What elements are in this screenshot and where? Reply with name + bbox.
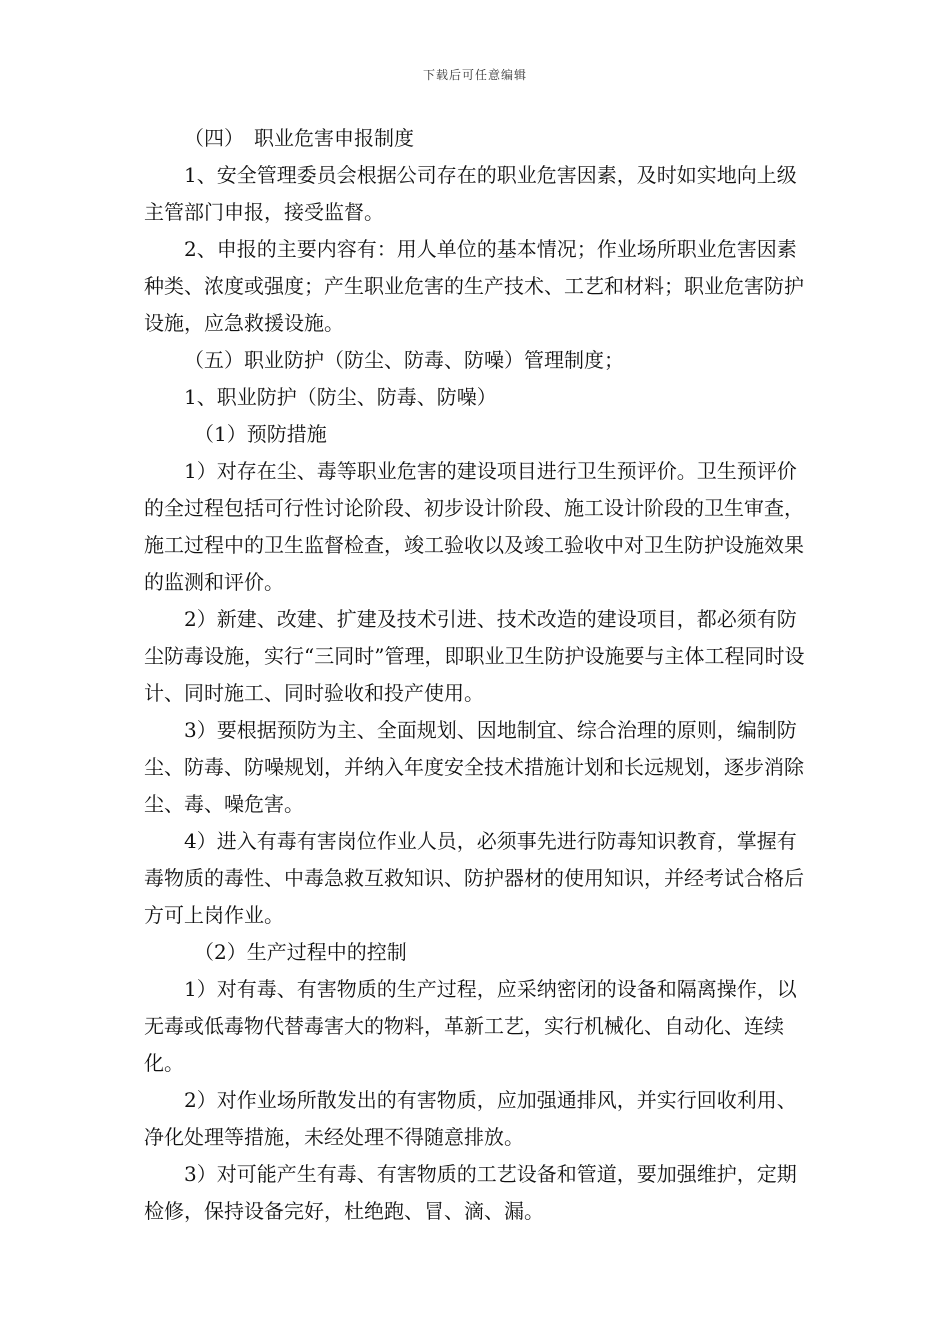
subsection-heading: （1）预防措施 xyxy=(194,422,327,446)
paragraph: 2）新建、改建、扩建及技术引进、技术改造的建设项目，都必须有防尘防毒设施，实行“三同时”管理，即职业卫生防护设施要与主体工程同时设计、同时施工、同时验收和投产使用。 xyxy=(144,607,805,705)
section-heading-5: （五）职业防护（防尘、防毒、防噪）管理制度； xyxy=(184,348,624,372)
paragraph: 3）要根据预防为主、全面规划、因地制宜、综合治理的原则，编制防尘、防毒、防噪规划，并纳入年度安全技术措施计划和长远规划，逐步消除尘、毒、噪危害。 xyxy=(144,718,804,816)
section-heading-4: （四） 职业危害申报制度 xyxy=(184,126,414,150)
subsection-heading: （2）生产过程中的控制 xyxy=(194,940,407,964)
subsection-heading: 1、职业防护（防尘、防毒、防噪） xyxy=(184,385,497,409)
document-body xyxy=(144,120,808,1230)
paragraph: 1、安全管理委员会根据公司存在的职业危害因素，及时如实地向上级主管部门申报，接受监督。 xyxy=(144,163,797,224)
paragraph: 3）对可能产生有毒、有害物质的工艺设备和管道，要加强维护，定期检修，保持设备完好，杜绝跑、冒、滴、漏。 xyxy=(144,1162,797,1223)
paragraph: 1）对存在尘、毒等职业危害的建设项目进行卫生预评价。卫生预评价的全过程包括可行性讨论阶段、初步设计阶段、施工设计阶段的卫生审查，施工过程中的卫生监督检查，竣工验收以及竣工验收中对卫生防护设施效果的监测和评价。 xyxy=(144,459,804,594)
paragraph: 2）对作业场所散发出的有害物质，应加强通排风，并实行回收利用、净化处理等措施，未经处理不得随意排放。 xyxy=(144,1088,797,1149)
page-header-note: 下载后可任意编辑 xyxy=(422,68,527,82)
paragraph: 2、申报的主要内容有：用人单位的基本情况；作业场所职业危害因素种类、浓度或强度；产生职业危害的生产技术、工艺和材料；职业危害防护设施，应急救援设施。 xyxy=(144,237,804,335)
paragraph: 4）进入有毒有害岗位作业人员，必须事先进行防毒知识教育，掌握有毒物质的毒性、中毒急救互救知识、防护器材的使用知识，并经考试合格后方可上岗作业。 xyxy=(144,829,804,927)
paragraph: 1）对有毒、有害物质的生产过程，应采纳密闭的设备和隔离操作，以无毒或低毒物代替毒害大的物料，革新工艺，实行机械化、自动化、连续化。 xyxy=(144,977,797,1075)
